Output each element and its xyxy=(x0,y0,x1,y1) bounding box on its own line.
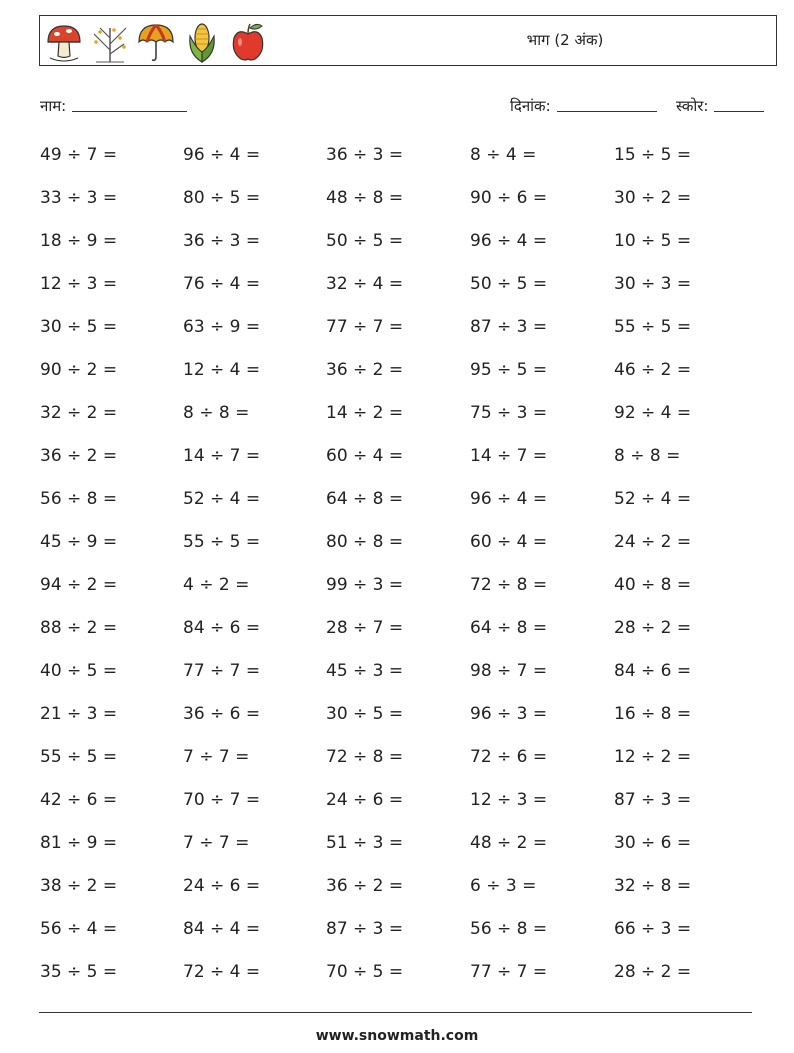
division-problem: 87 ÷ 3 = xyxy=(470,317,548,337)
division-problem: 7 ÷ 7 = xyxy=(183,833,250,853)
problem-row xyxy=(40,828,760,871)
problem-row xyxy=(40,957,760,1000)
division-problem: 30 ÷ 3 = xyxy=(614,274,692,294)
division-problem: 80 ÷ 5 = xyxy=(183,188,261,208)
division-problem: 48 ÷ 2 = xyxy=(470,833,548,853)
division-problem: 50 ÷ 5 = xyxy=(326,231,404,251)
worksheet-header xyxy=(39,15,777,66)
worksheet-title: भाग (2 अंक) xyxy=(526,31,604,49)
division-problem: 72 ÷ 8 = xyxy=(470,575,548,595)
division-problem: 30 ÷ 2 = xyxy=(614,188,692,208)
division-problem: 96 ÷ 3 = xyxy=(470,704,548,724)
division-problem: 56 ÷ 8 = xyxy=(470,919,548,939)
division-problem: 55 ÷ 5 = xyxy=(614,317,692,337)
problem-row xyxy=(40,183,760,226)
division-problem: 24 ÷ 6 = xyxy=(183,876,261,896)
footer-website: www.snowmath.com xyxy=(315,1028,479,1044)
division-problem: 28 ÷ 7 = xyxy=(326,618,404,638)
problem-row xyxy=(40,226,760,269)
division-problem: 35 ÷ 5 = xyxy=(40,962,118,982)
division-problem: 50 ÷ 5 = xyxy=(470,274,548,294)
division-problem: 7 ÷ 7 = xyxy=(183,747,250,767)
division-problem: 76 ÷ 4 = xyxy=(183,274,261,294)
division-problem: 40 ÷ 8 = xyxy=(614,575,692,595)
division-problem: 81 ÷ 9 = xyxy=(40,833,118,853)
problem-row xyxy=(40,871,760,914)
division-problem: 6 ÷ 3 = xyxy=(470,876,537,896)
division-problem: 38 ÷ 2 = xyxy=(40,876,118,896)
division-problem: 64 ÷ 8 = xyxy=(326,489,404,509)
problem-row xyxy=(40,742,760,785)
division-problem: 14 ÷ 7 = xyxy=(470,446,548,466)
division-problem: 88 ÷ 2 = xyxy=(40,618,118,638)
division-problem: 84 ÷ 6 = xyxy=(614,661,692,681)
division-problem: 36 ÷ 3 = xyxy=(183,231,261,251)
division-problem: 21 ÷ 3 = xyxy=(40,704,118,724)
problem-row xyxy=(40,312,760,355)
score-blank xyxy=(714,96,764,112)
division-problem: 92 ÷ 4 = xyxy=(614,403,692,423)
division-problem: 52 ÷ 4 = xyxy=(614,489,692,509)
division-problem: 49 ÷ 7 = xyxy=(40,145,118,165)
division-problem: 64 ÷ 8 = xyxy=(470,618,548,638)
corn-icon xyxy=(182,20,222,64)
problem-row xyxy=(40,441,760,484)
division-problem: 30 ÷ 6 = xyxy=(614,833,692,853)
division-problem: 36 ÷ 2 = xyxy=(326,876,404,896)
division-problem: 32 ÷ 4 = xyxy=(326,274,404,294)
problem-row xyxy=(40,484,760,527)
division-problem: 12 ÷ 3 = xyxy=(470,790,548,810)
division-problem: 52 ÷ 4 = xyxy=(183,489,261,509)
tree-icon xyxy=(90,20,130,64)
umbrella-icon xyxy=(136,20,176,64)
division-problem: 90 ÷ 2 = xyxy=(40,360,118,380)
division-problem: 60 ÷ 4 = xyxy=(470,532,548,552)
division-problem: 12 ÷ 4 = xyxy=(183,360,261,380)
division-problem: 36 ÷ 6 = xyxy=(183,704,261,724)
division-problem: 15 ÷ 5 = xyxy=(614,145,692,165)
division-problem: 87 ÷ 3 = xyxy=(326,919,404,939)
problem-row xyxy=(40,699,760,742)
division-problem: 87 ÷ 3 = xyxy=(614,790,692,810)
division-problem: 70 ÷ 7 = xyxy=(183,790,261,810)
division-problem: 96 ÷ 4 = xyxy=(470,489,548,509)
mushroom-icon xyxy=(44,20,84,64)
division-problem: 36 ÷ 2 = xyxy=(40,446,118,466)
division-problem: 12 ÷ 3 = xyxy=(40,274,118,294)
division-problem: 36 ÷ 3 = xyxy=(326,145,404,165)
division-problem: 12 ÷ 2 = xyxy=(614,747,692,767)
division-problem: 84 ÷ 4 = xyxy=(183,919,261,939)
division-problem: 36 ÷ 2 = xyxy=(326,360,404,380)
division-problem: 90 ÷ 6 = xyxy=(470,188,548,208)
problem-row xyxy=(40,269,760,312)
division-problem: 96 ÷ 4 = xyxy=(183,145,261,165)
division-problem: 8 ÷ 8 = xyxy=(614,446,681,466)
division-problem: 30 ÷ 5 = xyxy=(40,317,118,337)
problem-row xyxy=(40,527,760,570)
division-problem: 72 ÷ 8 = xyxy=(326,747,404,767)
name-blank xyxy=(72,96,187,112)
division-problem: 63 ÷ 9 = xyxy=(183,317,261,337)
division-problem: 32 ÷ 8 = xyxy=(614,876,692,896)
division-problem: 72 ÷ 6 = xyxy=(470,747,548,767)
division-problem: 77 ÷ 7 = xyxy=(470,962,548,982)
division-problem: 46 ÷ 2 = xyxy=(614,360,692,380)
division-problem: 8 ÷ 4 = xyxy=(470,145,537,165)
division-problem: 16 ÷ 8 = xyxy=(614,704,692,724)
division-problem: 4 ÷ 2 = xyxy=(183,575,250,595)
footer-divider xyxy=(39,1012,752,1013)
division-problem: 75 ÷ 3 = xyxy=(470,403,548,423)
problem-row xyxy=(40,656,760,699)
problem-row xyxy=(40,355,760,398)
division-problem: 28 ÷ 2 = xyxy=(614,962,692,982)
division-problem: 28 ÷ 2 = xyxy=(614,618,692,638)
name-field xyxy=(40,96,187,116)
division-problem: 55 ÷ 5 = xyxy=(40,747,118,767)
division-problem: 45 ÷ 3 = xyxy=(326,661,404,681)
division-problem: 98 ÷ 7 = xyxy=(470,661,548,681)
division-problem: 66 ÷ 3 = xyxy=(614,919,692,939)
division-problem: 14 ÷ 7 = xyxy=(183,446,261,466)
name-label: नाम: xyxy=(40,97,67,115)
division-problem: 24 ÷ 6 = xyxy=(326,790,404,810)
division-problem: 60 ÷ 4 = xyxy=(326,446,404,466)
division-problem: 77 ÷ 7 = xyxy=(183,661,261,681)
header-icons xyxy=(44,20,268,64)
division-problem: 30 ÷ 5 = xyxy=(326,704,404,724)
division-problem: 99 ÷ 3 = xyxy=(326,575,404,595)
division-problem: 56 ÷ 8 = xyxy=(40,489,118,509)
division-problem: 14 ÷ 2 = xyxy=(326,403,404,423)
division-problem: 94 ÷ 2 = xyxy=(40,575,118,595)
date-field xyxy=(510,96,657,116)
division-problem: 72 ÷ 4 = xyxy=(183,962,261,982)
division-problem: 56 ÷ 4 = xyxy=(40,919,118,939)
division-problem: 42 ÷ 6 = xyxy=(40,790,118,810)
problem-row xyxy=(40,914,760,957)
division-problem: 40 ÷ 5 = xyxy=(40,661,118,681)
division-problem: 84 ÷ 6 = xyxy=(183,618,261,638)
division-problem: 51 ÷ 3 = xyxy=(326,833,404,853)
date-label: दिनांक: xyxy=(510,97,551,115)
division-problem: 24 ÷ 2 = xyxy=(614,532,692,552)
score-field xyxy=(676,96,764,116)
problem-row xyxy=(40,140,760,183)
score-label: स्कोर: xyxy=(676,97,709,115)
apple-icon xyxy=(228,20,268,64)
division-problem: 70 ÷ 5 = xyxy=(326,962,404,982)
division-problem: 96 ÷ 4 = xyxy=(470,231,548,251)
problem-row xyxy=(40,398,760,441)
problem-grid xyxy=(40,140,760,1000)
division-problem: 45 ÷ 9 = xyxy=(40,532,118,552)
division-problem: 77 ÷ 7 = xyxy=(326,317,404,337)
division-problem: 8 ÷ 8 = xyxy=(183,403,250,423)
division-problem: 95 ÷ 5 = xyxy=(470,360,548,380)
division-problem: 18 ÷ 9 = xyxy=(40,231,118,251)
division-problem: 10 ÷ 5 = xyxy=(614,231,692,251)
date-blank xyxy=(557,96,657,112)
problem-row xyxy=(40,570,760,613)
problem-row xyxy=(40,613,760,656)
division-problem: 32 ÷ 2 = xyxy=(40,403,118,423)
division-problem: 48 ÷ 8 = xyxy=(326,188,404,208)
division-problem: 80 ÷ 8 = xyxy=(326,532,404,552)
division-problem: 33 ÷ 3 = xyxy=(40,188,118,208)
problem-row xyxy=(40,785,760,828)
division-problem: 55 ÷ 5 = xyxy=(183,532,261,552)
